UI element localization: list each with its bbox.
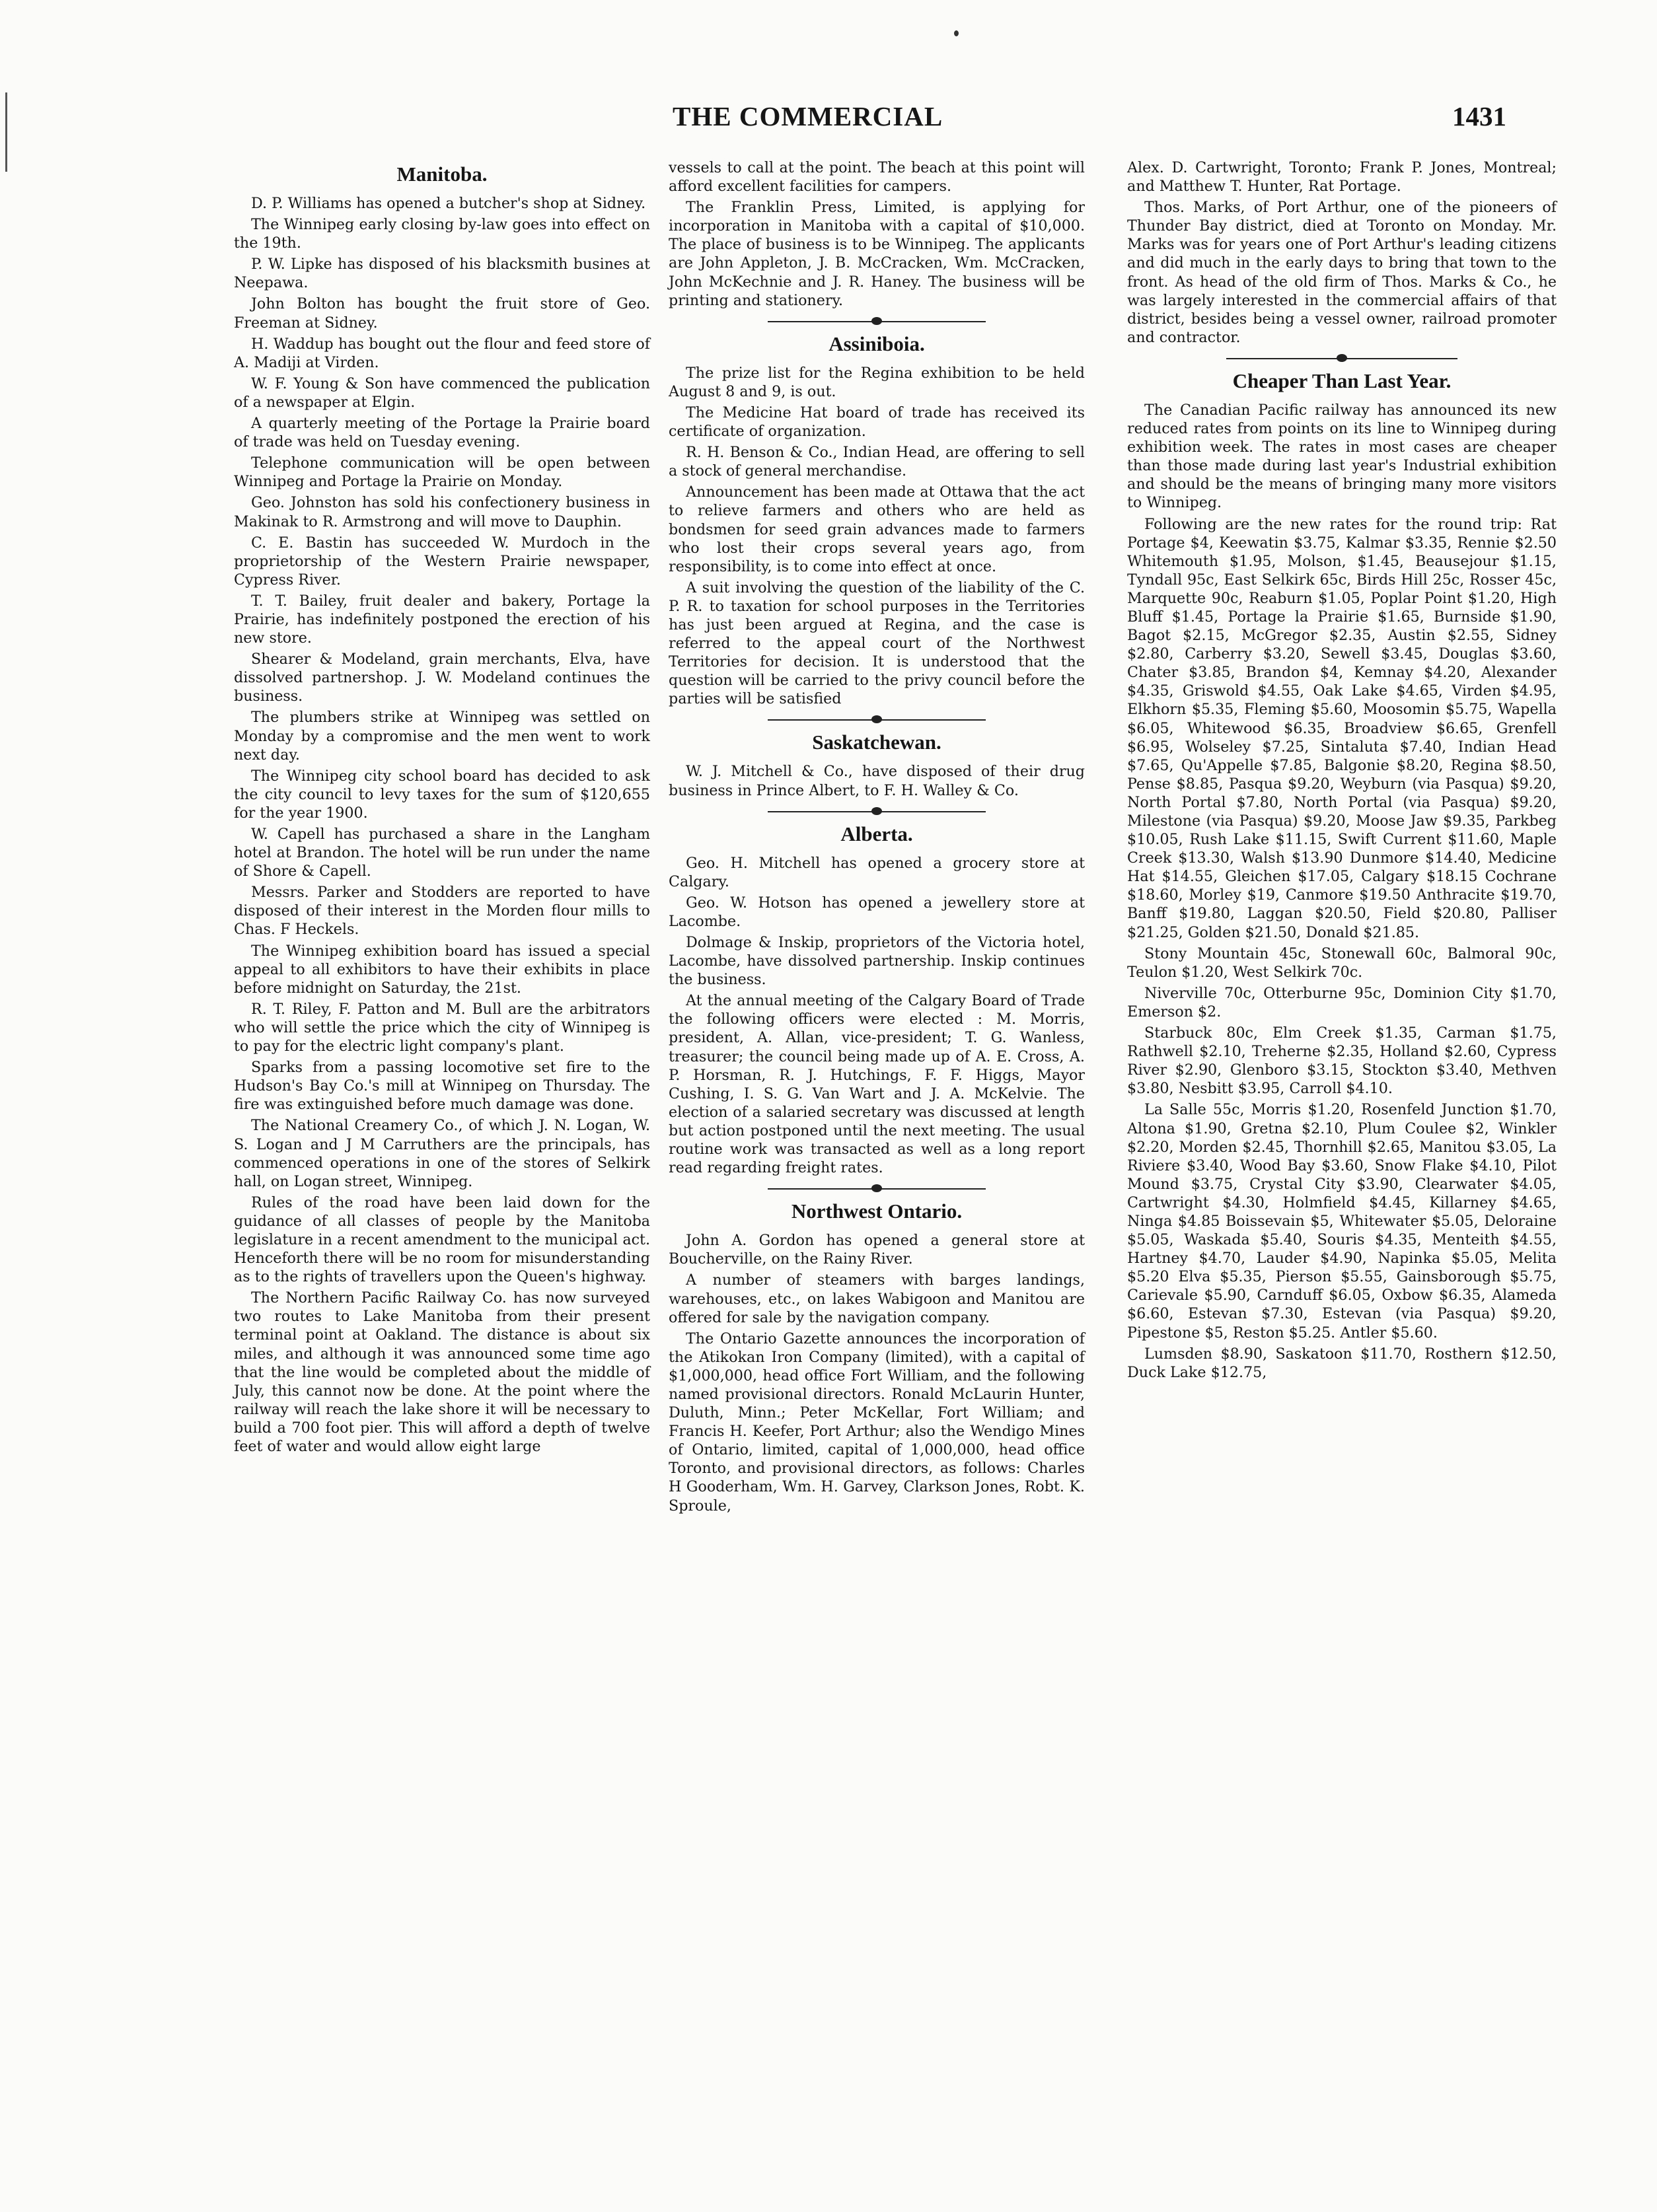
news-item: John A. Gordon has opened a general store at Boucherville, on the Rainy River. bbox=[669, 1232, 1085, 1268]
news-item: Telephone communication will be open between Winnipeg and Portage la Prairie on Monday. bbox=[234, 454, 650, 491]
news-item: Geo. H. Mitchell has opened a grocery store at Calgary. bbox=[669, 854, 1085, 890]
rates-list: Following are the new rates for the round trip: Rat Portage $4, Keewatin $3.75, Kalmar $3.35, Rennie $2.50 Whitemouth $1.95, Molson, $1.45, Beausejour $1.15, Tyndall 95c, East Selkirk 65c, Birds Hill 25c, Rosser 45c, Marquette 90c, Reaburn $1.05, Poplar Point $1.20, High Bluff $1.45, Portage la Prairie $1.65, Burnside $1.90, Bagot $2.15, McGregor $2.35, Austin $2.55, Sidney $2.80, Carberry $3.20, Sewell $3.45, Douglas $3.60, Chater $3.85, Brandon $4, Kemnay $4.20, Alexander $4.35, Griswold $4.55, Oak Lake $4.65, Virden $4.95, Elkhorn $5.35, Fleming $5.60, Moosomin $5.75, Wapella $6.05, Whitewood $6.35, Broadview $6.65, Grenfell $6.95, Wolseley $7.25, Sintaluta $7.40, Indian Head $7.65, Qu'Appelle $7.85, Balgonie $8.20, Regina $8.50, Pense $8.85, Pasqua $9.20, Weyburn (via Pasqua) $9.20, North Portal $7.80, North Portal (via Pasqua) $9.20, Milestone (via Pasqua) $9.20, Moose Jaw $9.35, Parkbeg $10.05, Rush Lake $11.15, Swift Current $11.60, Maple Creek $13.30, Walsh $13.90 Dunmore $14.40, Medicine Hat $14.55, Gleichen $17.05, Calgary $18.15 Cochrane $18.60, Morley $19, Canmore $19.50 Anthracite $19.70, Banff $19.80, Laggan $20.50, Field $20.80, Palliser $21.25, Golden $21.50, Donald $21.85. bbox=[1127, 515, 1557, 941]
rates-list: Niverville 70c, Otterburne 95c, Dominion City $1.70, Emerson $2. bbox=[1127, 984, 1557, 1020]
news-item: The Franklin Press, Limited, is applying for incorporation in Manitoba with a capital of $10,000. The place of business is to be Winnipeg. The applicants are John Appleton, J. B. McCracken, Wm. McCracken, John McKechnie and J. R. Haney. The business will be printing and stationery. bbox=[669, 199, 1085, 309]
news-item: D. P. Williams has opened a butcher's shop at Sidney. bbox=[251, 195, 646, 212]
news-item: vessels to call at the point. The beach at this point will afford excellent facilities for campers. bbox=[669, 159, 1085, 196]
news-item: W. F. Young & Son have commenced the publication of a newspaper at Elgin. bbox=[234, 375, 650, 411]
news-item: P. W. Lipke has disposed of his blacksmith busines at Neepawa. bbox=[234, 256, 650, 292]
news-item: Announcement has been made at Ottawa that the act to relieve farmers and others who are held as bondsmen for seed grain advances made to farmers who lost their crops several years ago, from responsibility, is to come into effect at once. bbox=[669, 483, 1085, 575]
news-item: The National Creamery Co., of which J. N. Logan, W. S. Logan and J M Carruthers are the principals, has commenced operations in one of the stores of Selkirk hall, on Logan street, Winnipeg. bbox=[234, 1117, 650, 1190]
news-item: H. Waddup has bought out the flour and feed store of A. Madiji at Virden. bbox=[234, 335, 650, 371]
rates-list: La Salle 55c, Morris $1.20, Rosenfeld Junction $1.70, Altona $1.90, Gretna $2.10, Plum Coulee $2, Winkler $2.20, Morden $2.45, Thornhill $2.65, Manitou $3.05, La Riviere $3.40, Wood Bay $3.60, Snow Flake $4.10, Pilot Mound $3.75, Crystal City $3.90, Clearwater $4.05, Cartwright $4.30, Holmfield $4.45, Killarney $4.65, Ninga $4.85 Boissevain $5, Whitewater $5.05, Deloraine $5.05, Waskada $5.40, Souris $4.35, Menteith $4.55, Hartney $4.70, Lauder $4.90, Napinka $5.05, Melita $5.20 Elva $5.35, Pierson $5.55, Gainsborough $5.75, Carievale $5.90, Carnduff $6.05, Oxbow $6.35, Alameda $6.60, Estevan $7.30, Estevan (via Pasqua) $9.20, Pipestone $5, Reston $5.25. Antler $5.60. bbox=[1127, 1101, 1557, 1341]
news-item: Sparks from a passing locomotive set fire to the Hudson's Bay Co.'s mill at Winnipeg on Thursday. The fire was extinguished before much damage was done. bbox=[234, 1059, 650, 1114]
news-item: John Bolton has bought the fruit store of Geo. Freeman at Sidney. bbox=[234, 295, 650, 332]
news-item: At the annual meeting of the Calgary Board of Trade the following officers were elected : M. Morris, president, A. Allan, vice-president; T. G. Wanless, treasurer; the council being made up of A. E. Cross, A. P. Horsman, R. J. Hutchings, F. F. Higgs, Mayor Cushing, I. S. G. Van Wart and J. A. McKelvie. The election of a salaried secretary was discussed at length but action postponed until the next meeting. The usual routine work was transacted as well as a long report read regarding freight rates. bbox=[669, 992, 1085, 1177]
news-item: The Winnipeg city school board has decided to ask the city council to levy taxes for the sum of $120,655 for the year 1900. bbox=[234, 767, 650, 822]
section-heading-manitoba: Manitoba. bbox=[396, 162, 488, 186]
news-item: Rules of the road have been laid down for the guidance of all classes of people by the Manitoba legislature in a recent amendment to the municipal act. Henceforth there will be no room for misunderstanding as to the rights of travellers upon the Queen's highway. bbox=[234, 1194, 650, 1286]
news-item: A number of steamers with barges landings, warehouses, etc., on lakes Wabigoon and Manitou are offered for sale by the navigation company. bbox=[669, 1271, 1085, 1326]
news-item: The Winnipeg early closing by-law goes into effect on the 19th. bbox=[234, 216, 650, 252]
news-item: Geo. Johnston has sold his confectionery business in Makinak to R. Armstrong and will move to Dauphin. bbox=[234, 494, 650, 530]
rates-list: Starbuck 80c, Elm Creek $1.35, Carman $1.75, Rathwell $2.10, Treherne $2.35, Holland $2.60, Cypress River $2.90, Glenboro $3.15, Stockton $3.40, Methven $3.80, Nesbitt $3.95, Carroll $4.10. bbox=[1127, 1024, 1557, 1098]
section-heading-alberta: Alberta. bbox=[840, 822, 913, 845]
news-item: The plumbers strike at Winnipeg was settled on Monday by a compromise and the men went to work next day. bbox=[234, 709, 650, 764]
section-heading-assiniboia: Assiniboia. bbox=[828, 332, 925, 355]
section-divider bbox=[669, 805, 1085, 818]
news-item: The Northern Pacific Railway Co. has now surveyed two routes to Lake Manitoba from their present terminal point at Oakland. The distance is about six miles, and although it was announced some time ago that the line would be completed about the middle of July, this cannot now be done. At the point where the railway will reach the lake shore it will be necessary to build a 700 foot pier. This will afford a depth of twelve feet of water and would allow eight large bbox=[234, 1289, 650, 1455]
section-heading-northwest-ontario: Northwest Ontario. bbox=[791, 1199, 963, 1223]
page-header-title: THE COMMERCIAL bbox=[673, 101, 943, 131]
news-item: Dolmage & Inskip, proprietors of the Victoria hotel, Lacombe, have dissolved partnership. Inskip continues the business. bbox=[669, 934, 1085, 989]
margin-binding-mark bbox=[5, 92, 7, 172]
section-divider bbox=[669, 315, 1085, 328]
news-item: Thos. Marks, of Port Arthur, one of the pioneers of Thunder Bay district, died at Toronto on Monday. Mr. Marks was for years one of Port Arthur's leading citizens and did much in the early days to bring that town to the front. As head of the old firm of Thos. Marks & Co., he was largely interested in the commercial affairs of that district, besides being a vessel owner, railroad promoter and contractor. bbox=[1127, 199, 1557, 346]
column-1 bbox=[234, 159, 650, 1458]
section-heading-cheaper-than-last-year: Cheaper Than Last Year. bbox=[1232, 369, 1452, 392]
rates-list: Lumsden $8.90, Saskatoon $11.70, Rosthern $12.50, Duck Lake $12.75, bbox=[1127, 1345, 1557, 1381]
news-item: Messrs. Parker and Stodders are reported to have disposed of their interest in the Morden flour mills to Chas. F Heckels. bbox=[234, 884, 650, 939]
section-divider bbox=[1127, 352, 1557, 365]
manitoba-items bbox=[234, 194, 650, 1456]
page-number: 1431 bbox=[1452, 101, 1506, 131]
news-item: Alex. D. Cartwright, Toronto; Frank P. Jones, Montreal; and Matthew T. Hunter, Rat Portage. bbox=[1127, 159, 1557, 196]
news-item: The Canadian Pacific railway has announced its new reduced rates from points on its line to Winnipeg during exhibition week. The rates in most cases are cheaper than those made during last year's Industrial exhibition and should be the means of bringing many more visitors to Winnipeg. bbox=[1127, 401, 1557, 512]
news-item: The Winnipeg exhibition board has issued a special appeal to all exhibitors to have their exhibits in place before midnight on Saturday, the 21st. bbox=[234, 942, 650, 997]
section-divider bbox=[669, 1182, 1085, 1195]
rates-list: Stony Mountain 45c, Stonewall 60c, Balmoral 90c, Teulon $1.20, West Selkirk 70c. bbox=[1127, 945, 1557, 981]
news-item: Shearer & Modeland, grain merchants, Elva, have dissolved partnershop. J. W. Modeland continues the business. bbox=[234, 651, 650, 705]
column-2 bbox=[669, 159, 1085, 1518]
news-item: The Medicine Hat board of trade has received its certificate of organization. bbox=[669, 404, 1085, 441]
news-item: C. E. Bastin has succeeded W. Murdoch in the proprietorship of the Western Prairie newspaper, Cypress River. bbox=[234, 534, 650, 589]
column-3 bbox=[1127, 159, 1557, 1384]
news-item: T. T. Bailey, fruit dealer and bakery, Portage la Prairie, has indefinitely postponed the erection of his new store. bbox=[234, 592, 650, 647]
news-item: W. Capell has purchased a share in the Langham hotel at Brandon. The hotel will be run under the name of Shore & Capell. bbox=[234, 826, 650, 880]
section-heading-saskatchewan: Saskatchewan. bbox=[812, 731, 941, 754]
news-item: R. T. Riley, F. Patton and M. Bull are the arbitrators who will settle the price which the city of Winnipeg is to pay for the electric light company's plant. bbox=[234, 1000, 650, 1055]
print-speck bbox=[954, 30, 959, 36]
news-item: Geo. W. Hotson has opened a jewellery store at Lacombe. bbox=[669, 894, 1085, 930]
news-item: The Ontario Gazette announces the incorporation of the Atikokan Iron Company (limited), with a capital of $1,000,000, head office Fort William, and the following named provisional directors. Ronald McLaurin Hunter, Duluth, Minn.; Peter McKellar, Fort William; and Francis H. Keefer, Port Arthur; also the Wendigo Mines of Ontario, limited, capital of 1,000,000, head office Toronto, and provisional directors, as follows: Charles H Gooderham, Wm. H. Garvey, Clarkson Jones, Robt. K. Sproule, bbox=[669, 1330, 1085, 1515]
section-divider bbox=[669, 713, 1085, 727]
news-item: A suit involving the question of the liability of the C. P. R. to taxation for school purposes in the Territories has just been argued at Regina, and the case is referred to the appeal court of the Northwest Territories for decision. It is understood that the question will be carried to the privy council before the parties will be satisfied bbox=[669, 579, 1085, 708]
news-item: The prize list for the Regina exhibition to be held August 8 and 9, is out. bbox=[669, 364, 1085, 400]
news-item: R. H. Benson & Co., Indian Head, are offering to sell a stock of general merchandise. bbox=[669, 444, 1085, 480]
news-item: W. J. Mitchell & Co., have disposed of their drug business in Prince Albert, to F. H. Walley & Co. bbox=[669, 763, 1085, 799]
news-item: A quarterly meeting of the Portage la Prairie board of trade was held on Tuesday evening. bbox=[234, 415, 650, 451]
